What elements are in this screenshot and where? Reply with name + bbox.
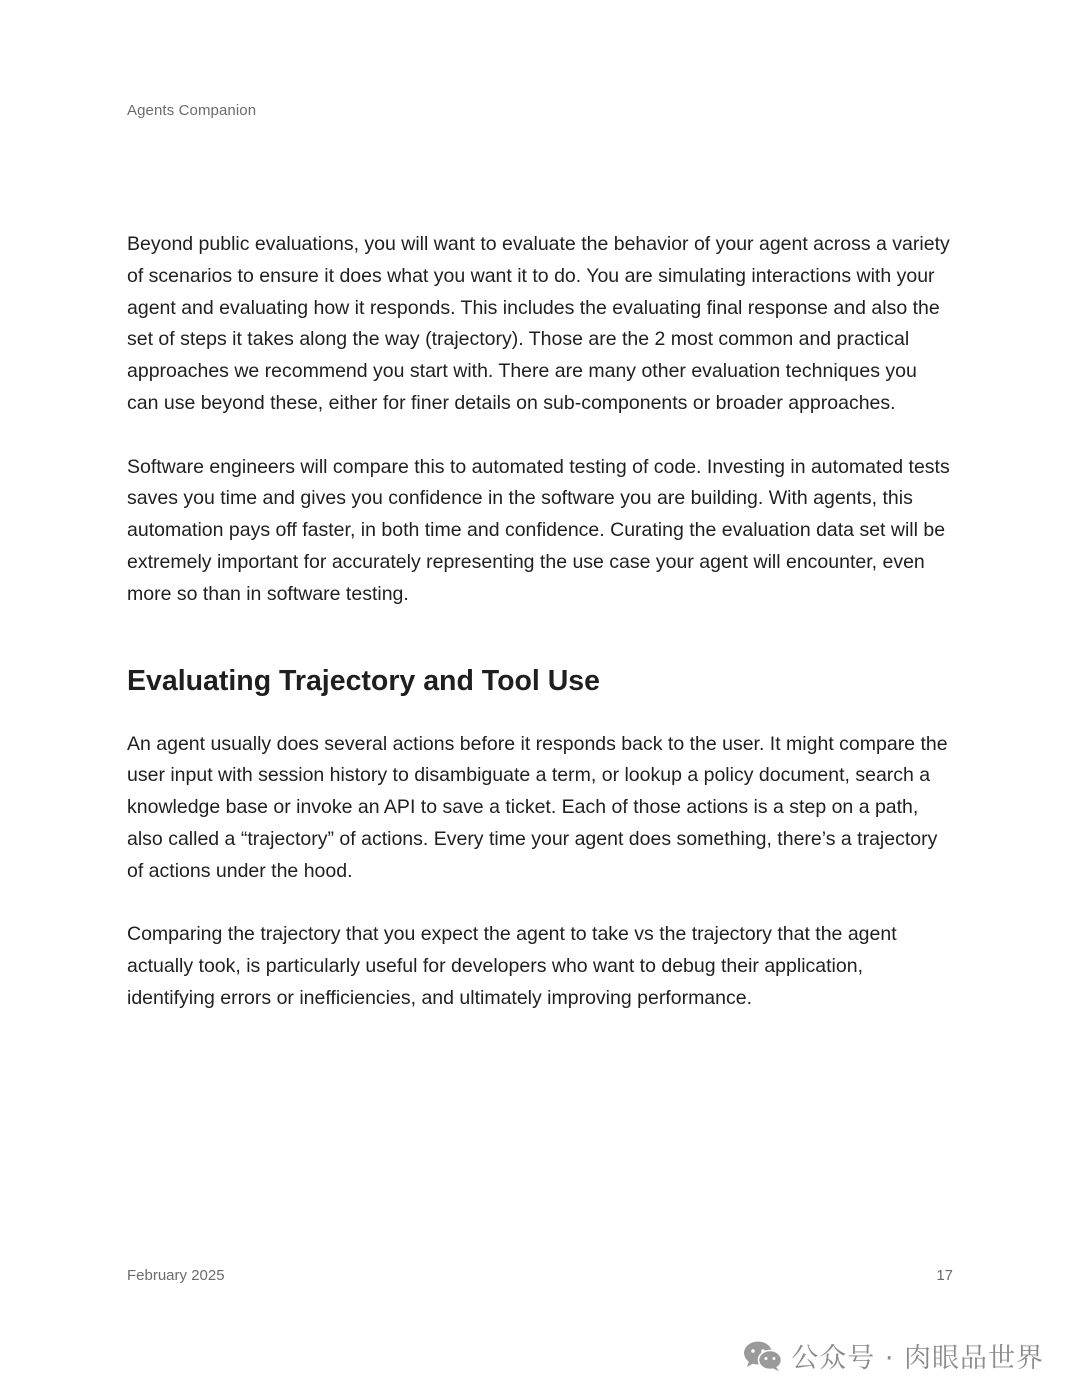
footer-date: February 2025 — [127, 1267, 225, 1284]
body-paragraph: Beyond public evaluations, you will want to evaluate the behavior of your agent across a variety of scenarios to ensure it does what you want it to do. You are simulating interactions with your agent and evaluating how it responds. This includes the evaluating final response and also the set of steps it takes along the way (trajectory). Those are the 2 most common and practical approaches we recommend you start with. There are many other evaluation techniques you can use beyond these, either for finer details on sub-components or broader approaches. — [127, 233, 950, 414]
running-header: Agents Companion — [127, 102, 257, 119]
wechat-icon — [743, 1340, 783, 1372]
section-heading: Evaluating Trajectory and Tool Use — [127, 664, 601, 697]
page-number: 17 — [936, 1267, 953, 1284]
page-content — [127, 229, 953, 1015]
body-paragraph: Software engineers will compare this to automated testing of code. Investing in automated tests saves you time and gives you confidence in the software you are building. With agents, this automation pays off faster, in both time and confidence. Curating the evaluation data set will be extremely important for accurately representing the use case your agent will encounter, even more so than in software testing. — [127, 455, 950, 605]
watermark — [743, 1336, 1044, 1375]
body-paragraph: Comparing the trajectory that you expect the agent to take vs the trajectory that the agent actually took, is particularly useful for developers who want to debug their application, identifying errors or inefficiencies, and ultimately improving performance. — [127, 923, 897, 1009]
watermark-text: 公众号 · 肉眼品世界 — [791, 1343, 1044, 1374]
body-paragraph: An agent usually does several actions before it responds back to the user. It might compare the user input with session history to disambiguate a term, or lookup a policy document, search a knowledge base or invoke an API to save a ticket. Each of those actions is a step on a path, also called a “trajectory” of actions. Every time your agent does something, there’s a trajectory of actions under the hood. — [127, 732, 948, 882]
